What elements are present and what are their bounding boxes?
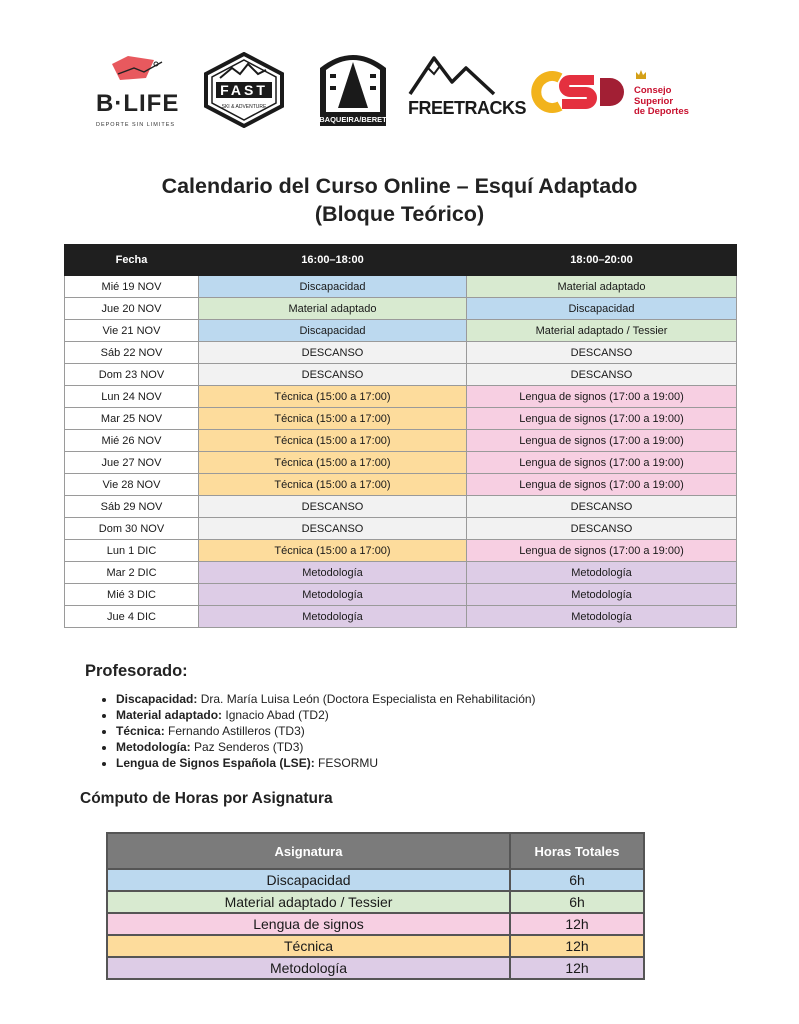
- hours-table: [106, 832, 645, 980]
- slot-2-cell: Lengua de signos (17:00 a 19:00): [467, 386, 737, 408]
- baqueira-name: BAQUEIRA/BERET: [319, 115, 387, 124]
- slot-2-cell: DESCANSO: [467, 342, 737, 364]
- blife-tagline: DEPORTE SIN LIMITES: [96, 122, 176, 128]
- list-item: • Material adaptado: Ignacio Abad (TD2): [116, 707, 536, 723]
- slot-2-cell: Metodología: [467, 562, 737, 584]
- table-row: [65, 298, 737, 320]
- table-row: [65, 342, 737, 364]
- list-item: • Metodología: Paz Senderos (TD3): [116, 739, 536, 755]
- profesorado-heading: Profesorado:: [85, 662, 188, 680]
- header-slot-1: 16:00–18:00: [199, 245, 467, 276]
- profesorado-list: [98, 691, 536, 771]
- slot-1-cell: Metodología: [199, 606, 467, 628]
- fast-badge-icon: [202, 52, 286, 128]
- table-row: [65, 276, 737, 298]
- slot-1-cell: Metodología: [199, 584, 467, 606]
- baqueira-logo: [316, 48, 390, 128]
- slot-1-cell: DESCANSO: [199, 496, 467, 518]
- table-row: [107, 891, 644, 913]
- header-asignatura: Asignatura: [107, 833, 510, 869]
- header-horas: Horas Totales: [510, 833, 644, 869]
- title-line-2: (Bloque Teórico): [314, 202, 485, 226]
- date-cell: Dom 30 NOV: [65, 518, 199, 540]
- date-cell: Mar 25 NOV: [65, 408, 199, 430]
- table-row: [65, 606, 737, 628]
- date-cell: Jue 27 NOV: [65, 452, 199, 474]
- computo-heading: Cómputo de Horas por Asignatura: [80, 790, 333, 807]
- date-cell: Jue 20 NOV: [65, 298, 199, 320]
- table-row: [65, 452, 737, 474]
- hours-cell: 6h: [510, 891, 644, 913]
- date-cell: Mié 3 DIC: [65, 584, 199, 606]
- table-row: [107, 913, 644, 935]
- hours-header-row: [107, 833, 644, 869]
- slot-1-cell: Técnica (15:00 a 17:00): [199, 386, 467, 408]
- slot-1-cell: DESCANSO: [199, 342, 467, 364]
- subject-cell: Metodología: [107, 957, 510, 979]
- hours-cell: 12h: [510, 935, 644, 957]
- subject-cell: Técnica: [107, 935, 510, 957]
- table-row: [65, 386, 737, 408]
- table-row: [107, 869, 644, 891]
- csd-logo: [530, 70, 696, 126]
- subject-cell: Discapacidad: [107, 869, 510, 891]
- slot-2-cell: Material adaptado / Tessier: [467, 320, 737, 342]
- title-line-1: Calendario del Curso Online – Esquí Adaptado: [161, 174, 638, 198]
- slot-2-cell: Lengua de signos (17:00 a 19:00): [467, 540, 737, 562]
- logo-strip: [96, 48, 716, 130]
- table-row: [65, 518, 737, 540]
- calendar-table: [64, 244, 737, 628]
- csd-wordmark: Consejo Superior de Deportes: [634, 85, 689, 117]
- freetracks-logo: [408, 52, 527, 122]
- list-item: • Técnica: Fernando Astilleros (TD3): [116, 723, 536, 739]
- date-cell: Mar 2 DIC: [65, 562, 199, 584]
- table-row: [107, 957, 644, 979]
- fast-tagline: SKI & ADVENTURE: [221, 104, 267, 110]
- slot-2-cell: Lengua de signos (17:00 a 19:00): [467, 474, 737, 496]
- date-cell: Sáb 29 NOV: [65, 496, 199, 518]
- date-cell: Vie 21 NOV: [65, 320, 199, 342]
- table-row: [65, 584, 737, 606]
- list-item: • Discapacidad: Dra. María Luisa León (Doctora Especialista en Rehabilitación): [116, 691, 536, 707]
- table-row: [65, 408, 737, 430]
- blife-wordmark: B·LIFE: [96, 90, 180, 117]
- page-title: [0, 172, 799, 228]
- table-row: [65, 364, 737, 386]
- slot-2-cell: Discapacidad: [467, 298, 737, 320]
- slot-1-cell: DESCANSO: [199, 364, 467, 386]
- hours-cell: 6h: [510, 869, 644, 891]
- slot-1-cell: Material adaptado: [199, 298, 467, 320]
- freetracks-wordmark: FREETRACKS: [408, 98, 527, 118]
- date-cell: Mié 19 NOV: [65, 276, 199, 298]
- fast-logo: [202, 52, 286, 128]
- slot-2-cell: Material adaptado: [467, 276, 737, 298]
- date-cell: Jue 4 DIC: [65, 606, 199, 628]
- table-row: [65, 320, 737, 342]
- slot-2-cell: DESCANSO: [467, 496, 737, 518]
- header-fecha: Fecha: [65, 245, 199, 276]
- table-row: [65, 496, 737, 518]
- date-cell: Dom 23 NOV: [65, 364, 199, 386]
- slot-1-cell: Técnica (15:00 a 17:00): [199, 474, 467, 496]
- hours-cell: 12h: [510, 957, 644, 979]
- table-row: [107, 935, 644, 957]
- blife-mark-icon: [110, 54, 166, 84]
- slot-1-cell: Técnica (15:00 a 17:00): [199, 452, 467, 474]
- slot-1-cell: DESCANSO: [199, 518, 467, 540]
- date-cell: Lun 1 DIC: [65, 540, 199, 562]
- slot-2-cell: Lengua de signos (17:00 a 19:00): [467, 452, 737, 474]
- fast-name: FAST: [220, 82, 268, 98]
- slot-2-cell: DESCANSO: [467, 518, 737, 540]
- slot-1-cell: Discapacidad: [199, 320, 467, 342]
- crown-icon: [634, 68, 648, 82]
- slot-2-cell: Lengua de signos (17:00 a 19:00): [467, 408, 737, 430]
- freetracks-mountain-icon: [408, 52, 518, 98]
- date-cell: Mié 26 NOV: [65, 430, 199, 452]
- slot-1-cell: Metodología: [199, 562, 467, 584]
- date-cell: Vie 28 NOV: [65, 474, 199, 496]
- subject-cell: Lengua de signos: [107, 913, 510, 935]
- slot-1-cell: Técnica (15:00 a 17:00): [199, 430, 467, 452]
- slot-2-cell: Metodología: [467, 584, 737, 606]
- table-row: [65, 474, 737, 496]
- calendar-header-row: [65, 245, 737, 276]
- list-item: • Lengua de Signos Española (LSE): FESORMU: [116, 755, 536, 771]
- baqueira-badge-icon: [316, 48, 390, 128]
- csd-mark-icon: [530, 70, 630, 114]
- slot-1-cell: Técnica (15:00 a 17:00): [199, 408, 467, 430]
- blife-logo: [96, 54, 180, 130]
- table-row: [65, 540, 737, 562]
- date-cell: Lun 24 NOV: [65, 386, 199, 408]
- header-slot-2: 18:00–20:00: [467, 245, 737, 276]
- subject-cell: Material adaptado / Tessier: [107, 891, 510, 913]
- date-cell: Sáb 22 NOV: [65, 342, 199, 364]
- slot-1-cell: Discapacidad: [199, 276, 467, 298]
- slot-2-cell: Metodología: [467, 606, 737, 628]
- table-row: [65, 430, 737, 452]
- hours-cell: 12h: [510, 913, 644, 935]
- slot-2-cell: DESCANSO: [467, 364, 737, 386]
- slot-2-cell: Lengua de signos (17:00 a 19:00): [467, 430, 737, 452]
- table-row: [65, 562, 737, 584]
- slot-1-cell: Técnica (15:00 a 17:00): [199, 540, 467, 562]
